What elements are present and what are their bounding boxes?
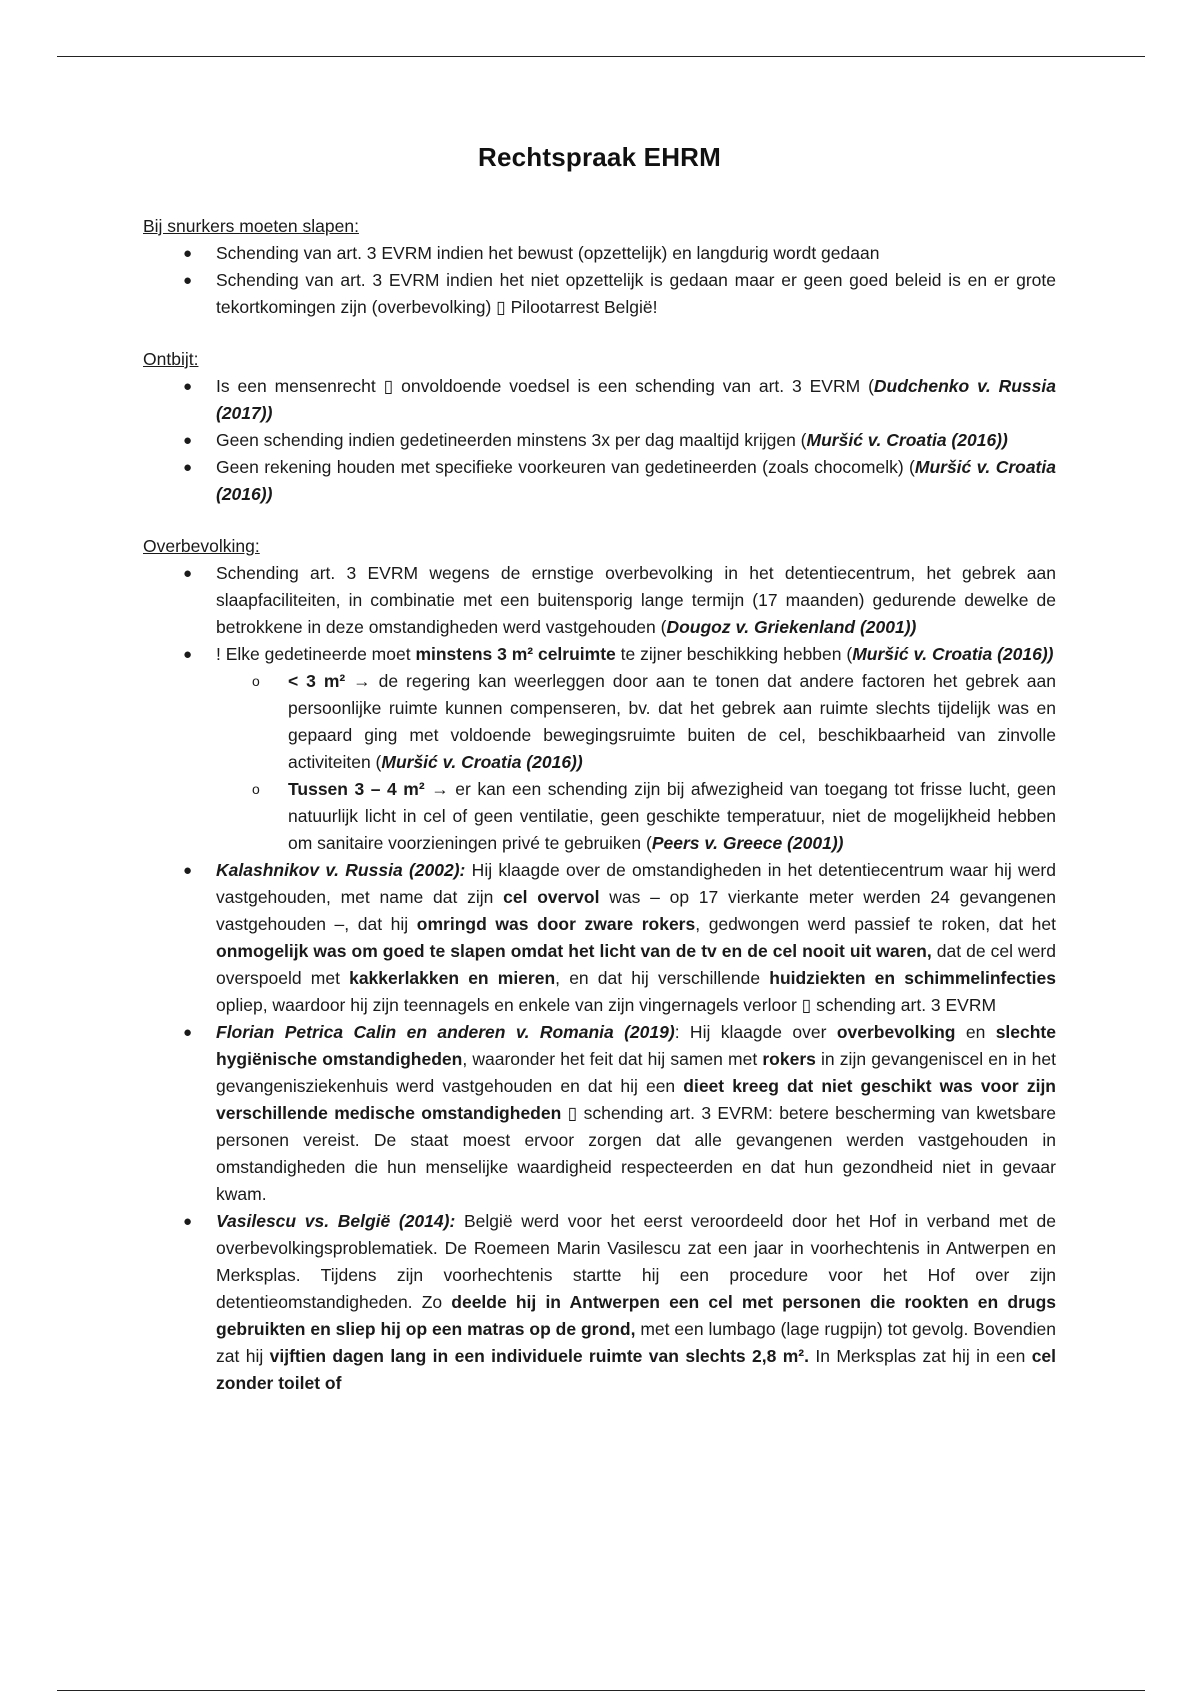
section-heading: Ontbijt: <box>143 349 199 369</box>
bullet-icon: ● <box>183 378 193 395</box>
list-item: ● Is een mensenrecht ▯ onvoldoende voedsel is een schending van art. 3 EVRM (Dudchenko v. Russia (2017)) <box>143 373 1056 427</box>
footer-rule <box>57 1690 1145 1691</box>
list-item: ● Geen schending indien gedetineerden minstens 3x per dag maaltijd krijgen (Muršić v. Croatia (2016)) <box>143 427 1056 454</box>
bullet-icon: ● <box>183 646 193 663</box>
list-item: ● ! Elke gedetineerde moet minstens 3 m² celruimte te zijner beschikking hebben (Muršić v. Croatia (2016)) o < 3 m² → de regering kan weerleggen door aan te tonen dat andere factoren het gebrek aan persoonlijke ruimte kunnen compenseren, bv. dat het gebrek aan ruimte slechts tijdelijk was en gepaard ging met voldoende bewegingsruimte buiten de cel, beschikbaarheid van zinvolle activiteiten (Muršić v. Croatia (2016)) o Tussen 3 – 4 m² → er kan een schending zijn bij afwezigheid van toegang tot frisse lucht, geen natuurlijk licht in cel of geen ventilatie, geen geschikte temperatuur, niet de mogelijkheid hebben om sanitaire voorzieningen privé te gebruiken (Peers v. Greece (2001)) <box>143 641 1056 857</box>
document-page <box>143 142 1056 1422</box>
case-citation: Vasilescu vs. België (2014): <box>216 1211 456 1231</box>
case-citation: Dougoz v. Griekenland (2001)) <box>666 617 917 637</box>
list-item: ● Vasilescu vs. België (2014): België werd voor het eerst veroordeeld door het Hof in verband met de overbevolkingsproblematiek. De Roemeen Marin Vasilescu zat een jaar in voorhechtenis in Antwerpen en Merksplas. Tijdens zijn voorhechtenis startte hij een procedure voor het Hof over zijn detentieomstandigheden. Zo deelde hij in Antwerpen een cel met personen die rookten en drugs gebruikten en sliep hij op een matras op de grond, met een lumbago (lage rugpijn) tot gevolg. Bovendien zat hij vijftien dagen lang in een individuele ruimte van slechts 2,8 m². In Merksplas zat hij in een cel zonder toilet of <box>143 1208 1056 1397</box>
bullet-icon: ● <box>183 245 193 262</box>
section-heading: Overbevolking: <box>143 536 260 556</box>
header-rule <box>57 56 1145 57</box>
case-citation: Peers v. Greece (2001)) <box>651 833 844 853</box>
bullet-icon: ● <box>183 432 193 449</box>
bullet-icon: ● <box>183 1213 193 1230</box>
case-citation: Dudchenko v. Russia (2017)) <box>216 376 1056 423</box>
bullet-icon: ● <box>183 1024 193 1041</box>
list-item: ● Geen rekening houden met specifieke voorkeuren van gedetineerden (zoals chocomelk) (Muršić v. Croatia (2016)) <box>143 454 1056 508</box>
case-citation: Muršić v. Croatia (2016)) <box>381 752 583 772</box>
section-snurkers <box>143 213 1056 321</box>
list-item: ● Schending van art. 3 EVRM indien het niet opzettelijk is gedaan maar er geen goed beleid is en er grote tekortkomingen zijn (overbevolking) ▯ Pilootarrest België! <box>143 267 1056 321</box>
case-citation: Florian Petrica Calin en anderen v. Romania (2019) <box>216 1022 675 1042</box>
list-item: ● Kalashnikov v. Russia (2002): Hij klaagde over de omstandigheden in het detentiecentrum waar hij werd vastgehouden, met name dat zijn cel overvol was – op 17 vierkante meter werden 24 gevangenen vastgehouden –, dat hij omringd was door zware rokers, gedwongen werd passief te roken, dat het onmogelijk was om goed te slapen omdat het licht van de tv en de cel nooit uit waren, dat de cel werd overspoeld met kakkerlakken en mieren, en dat hij verschillende huidziekten en schimmelinfecties opliep, waardoor hij zijn teennagels en enkele van zijn vingernagels verloor ▯ schending art. 3 EVRM <box>143 857 1056 1019</box>
list-item: ● Florian Petrica Calin en anderen v. Romania (2019): Hij klaagde over overbevolking en slechte hygiënische omstandigheden, waaronder het feit dat hij samen met rokers in zijn gevangeniscel en in het gevangenisziekenhuis werd vastgehouden en dat hij een dieet kreeg dat niet geschikt was voor zijn verschillende medische omstandigheden ▯ schending art. 3 EVRM: betere bescherming van kwetsbare personen vereist. De staat moest ervoor zorgen dat alle gevangenen werden vastgehouden in omstandigheden die hun menselijke waardigheid respecteerden en dat hun gezondheid niet in gevaar kwam. <box>143 1019 1056 1208</box>
list-item: ● Schending art. 3 EVRM wegens de ernstige overbevolking in het detentiecentrum, het gebrek aan slaapfaciliteiten, in combinatie met een buitensporig lange termijn (17 maanden) gedurende dewelke de betrokkene in deze omstandigheden werd vastgehouden (Dougoz v. Griekenland (2001)) <box>143 560 1056 641</box>
sub-list-item: o Tussen 3 – 4 m² → er kan een schending zijn bij afwezigheid van toegang tot frisse lucht, geen natuurlijk licht in cel of geen ventilatie, geen geschikte temperatuur, niet de mogelijkheid hebben om sanitaire voorzieningen privé te gebruiken (Peers v. Greece (2001)) <box>216 776 1056 857</box>
circle-bullet-icon: o <box>252 781 260 797</box>
list-item: ● Schending van art. 3 EVRM indien het bewust (opzettelijk) en langdurig wordt gedaan <box>143 240 1056 267</box>
circle-bullet-icon: o <box>252 673 260 689</box>
bullet-icon: ● <box>183 565 193 582</box>
bullet-icon: ● <box>183 272 193 289</box>
section-ontbijt <box>143 346 1056 508</box>
case-citation: Muršić v. Croatia (2016)) <box>806 430 1008 450</box>
section-overbevolking <box>143 533 1056 1397</box>
bullet-icon: ● <box>183 862 193 879</box>
case-citation: Kalashnikov v. Russia (2002): <box>216 860 466 880</box>
case-citation: Muršić v. Croatia (2016)) <box>216 457 1056 504</box>
sub-list-item: o < 3 m² → de regering kan weerleggen door aan te tonen dat andere factoren het gebrek aan persoonlijke ruimte kunnen compenseren, bv. dat het gebrek aan ruimte slechts tijdelijk was en gepaard ging met voldoende bewegingsruimte buiten de cel, beschikbaarheid van zinvolle activiteiten (Muršić v. Croatia (2016)) <box>216 668 1056 776</box>
page-title: Rechtspraak EHRM <box>477 142 722 172</box>
bullet-icon: ● <box>183 459 193 476</box>
section-heading: Bij snurkers moeten slapen: <box>143 216 359 236</box>
case-citation: Muršić v. Croatia (2016)) <box>852 644 1054 664</box>
